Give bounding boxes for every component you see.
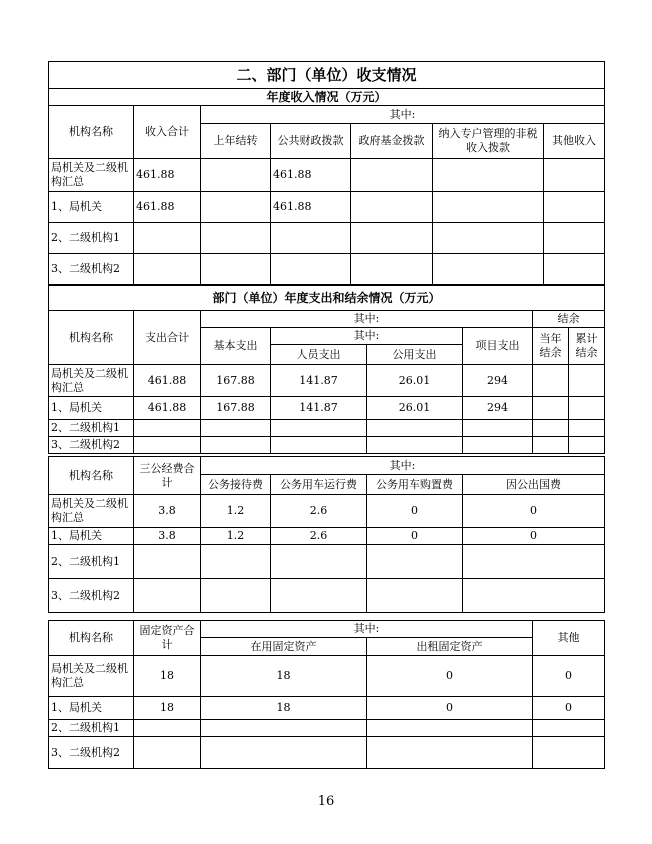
table-row: [49, 720, 605, 737]
cell: [367, 579, 463, 613]
income-header-org: 机构名称: [49, 106, 134, 159]
income-header-of: 其中:: [201, 106, 605, 124]
table-row: [49, 365, 605, 397]
cell: [201, 720, 367, 737]
cell: [569, 397, 605, 420]
cell: [433, 254, 544, 285]
cell: 1.2: [201, 495, 271, 528]
row-total: 3.8: [134, 528, 201, 545]
table-row: [49, 397, 605, 420]
row-name: 1、局机关: [49, 397, 134, 420]
expense-header-current: 当年结余: [533, 328, 569, 365]
income-col-header: 政府基金拨款: [351, 124, 433, 159]
row-name: 3、二级机构2: [49, 579, 134, 613]
row-total: [134, 254, 201, 285]
expense-header-public: 公用支出: [367, 345, 463, 365]
cell: [201, 579, 271, 613]
expense-header-personnel: 人员支出: [271, 345, 367, 365]
cell: 0: [533, 656, 605, 697]
cell: [463, 437, 533, 454]
income-header-total: 收入合计: [134, 106, 201, 159]
cell: [544, 254, 605, 285]
cell: [201, 545, 271, 579]
cell: [463, 545, 605, 579]
cell: [271, 579, 367, 613]
cell: [533, 397, 569, 420]
assets-header-total: 固定资产合计: [134, 621, 201, 656]
cell: [201, 192, 271, 223]
cell: [463, 579, 605, 613]
cell: [201, 420, 271, 437]
income-col-header: 其他收入: [544, 124, 605, 159]
cell: 2.6: [271, 528, 367, 545]
cell: [533, 737, 605, 769]
row-name: 局机关及二级机构汇总: [49, 159, 134, 192]
assets-header-org: 机构名称: [49, 621, 134, 656]
cell: [201, 737, 367, 769]
cell: 0: [367, 495, 463, 528]
cell: 141.87: [271, 365, 367, 397]
page-number: 16: [317, 794, 335, 809]
row-total: 461.88: [134, 365, 201, 397]
row-total: 461.88: [134, 159, 201, 192]
cell: [544, 223, 605, 254]
cell: 167.88: [201, 397, 271, 420]
assets-header-of: 其中:: [201, 621, 533, 638]
table-row: [49, 437, 605, 454]
cell: [433, 223, 544, 254]
assets-header-rented: 出租固定资产: [367, 638, 533, 656]
income-col-header: 纳入专户管理的非税收入拨款: [433, 124, 544, 159]
sangong-header-total: 三公经费合计: [134, 457, 201, 495]
cell: 294: [463, 365, 533, 397]
expense-header-surplus: 结余: [533, 311, 605, 328]
row-name: 1、局机关: [49, 697, 134, 720]
table-row: [49, 579, 605, 613]
cell: [569, 437, 605, 454]
row-total: [134, 223, 201, 254]
row-total: [134, 737, 201, 769]
cell: [533, 420, 569, 437]
row-name: 1、局机关: [49, 528, 134, 545]
expense-header-org: 机构名称: [49, 311, 134, 365]
table-row: [49, 192, 605, 223]
row-total: 461.88: [134, 192, 201, 223]
expense-header-of: 其中:: [201, 311, 533, 328]
expense-header-of2: 其中:: [271, 328, 463, 345]
cell: 26.01: [367, 397, 463, 420]
sangong-col-header: 因公出国费: [463, 475, 605, 495]
row-total: 18: [134, 697, 201, 720]
row-total: [134, 420, 201, 437]
row-name: 局机关及二级机构汇总: [49, 495, 134, 528]
cell: [351, 192, 433, 223]
cell: [271, 545, 367, 579]
cell: 0: [367, 528, 463, 545]
table-row: [49, 159, 605, 192]
cell: [351, 223, 433, 254]
assets-table: [48, 620, 605, 769]
table-row: [49, 656, 605, 697]
cell: 18: [201, 697, 367, 720]
cell: [271, 254, 351, 285]
cell: [544, 192, 605, 223]
sangong-header-of: 其中:: [201, 457, 605, 475]
cell: [271, 223, 351, 254]
cell: 141.87: [271, 397, 367, 420]
cell: [201, 437, 271, 454]
cell: [351, 254, 433, 285]
cell: [533, 437, 569, 454]
row-name: 3、二级机构2: [49, 737, 134, 769]
income-col-header: 公共财政拨款: [271, 124, 351, 159]
row-total: [134, 579, 201, 613]
row-name: 2、二级机构1: [49, 720, 134, 737]
row-name: 2、二级机构1: [49, 420, 134, 437]
row-name: 3、二级机构2: [49, 437, 134, 454]
cell: [433, 159, 544, 192]
cell: 0: [533, 697, 605, 720]
sangong-header-org: 机构名称: [49, 457, 134, 495]
cell: 0: [367, 656, 533, 697]
cell: [367, 420, 463, 437]
cell: [201, 223, 271, 254]
expense-header-total: 支出合计: [134, 311, 201, 365]
page-title: 二、部门（单位）收支情况: [49, 62, 605, 89]
table-row: [49, 495, 605, 528]
table-row: [49, 697, 605, 720]
cell: [433, 192, 544, 223]
sangong-col-header: 公务接待费: [201, 475, 271, 495]
expense-header-project: 项目支出: [463, 328, 533, 365]
expense-header-basic: 基本支出: [201, 328, 271, 365]
table-row: [49, 420, 605, 437]
row-total: 18: [134, 656, 201, 697]
cell: [367, 545, 463, 579]
table-row: [49, 737, 605, 769]
row-total: 3.8: [134, 495, 201, 528]
table-row: [49, 254, 605, 285]
cell: 461.88: [271, 159, 351, 192]
cell: [463, 420, 533, 437]
sangong-col-header: 公务用车购置费: [367, 475, 463, 495]
cell: [271, 437, 367, 454]
cell: [367, 720, 533, 737]
cell: 0: [463, 528, 605, 545]
row-total: [134, 545, 201, 579]
cell: [351, 159, 433, 192]
row-name: 局机关及二级机构汇总: [49, 656, 134, 697]
sangong-col-header: 公务用车运行费: [271, 475, 367, 495]
assets-header-inuse: 在用固定资产: [201, 638, 367, 656]
income-table: [48, 61, 605, 285]
expense-table: [48, 285, 605, 454]
expense-header-cumulative: 累计结余: [569, 328, 605, 365]
table-row: [49, 528, 605, 545]
table-row: [49, 545, 605, 579]
row-name: 2、二级机构1: [49, 223, 134, 254]
cell: [569, 420, 605, 437]
income-subtitle: 年度收入情况（万元）: [49, 89, 605, 106]
cell: 0: [367, 697, 533, 720]
cell: 294: [463, 397, 533, 420]
cell: 2.6: [271, 495, 367, 528]
cell: [533, 365, 569, 397]
cell: 461.88: [271, 192, 351, 223]
cell: 1.2: [201, 528, 271, 545]
row-total: 461.88: [134, 397, 201, 420]
cell: [367, 437, 463, 454]
cell: 18: [201, 656, 367, 697]
income-col-header: 上年结转: [201, 124, 271, 159]
table-row: [49, 223, 605, 254]
cell: [201, 159, 271, 192]
cell: [201, 254, 271, 285]
cell: [569, 365, 605, 397]
cell: [544, 159, 605, 192]
sangong-table: [48, 456, 605, 613]
row-name: 2、二级机构1: [49, 545, 134, 579]
row-name: 局机关及二级机构汇总: [49, 365, 134, 397]
cell: 167.88: [201, 365, 271, 397]
assets-header-other: 其他: [533, 621, 605, 656]
row-name: 1、局机关: [49, 192, 134, 223]
cell: [533, 720, 605, 737]
cell: [271, 420, 367, 437]
row-total: [134, 720, 201, 737]
row-total: [134, 437, 201, 454]
cell: 26.01: [367, 365, 463, 397]
expense-subtitle: 部门（单位）年度支出和结余情况（万元）: [49, 286, 605, 311]
row-name: 3、二级机构2: [49, 254, 134, 285]
cell: 0: [463, 495, 605, 528]
cell: [367, 737, 533, 769]
